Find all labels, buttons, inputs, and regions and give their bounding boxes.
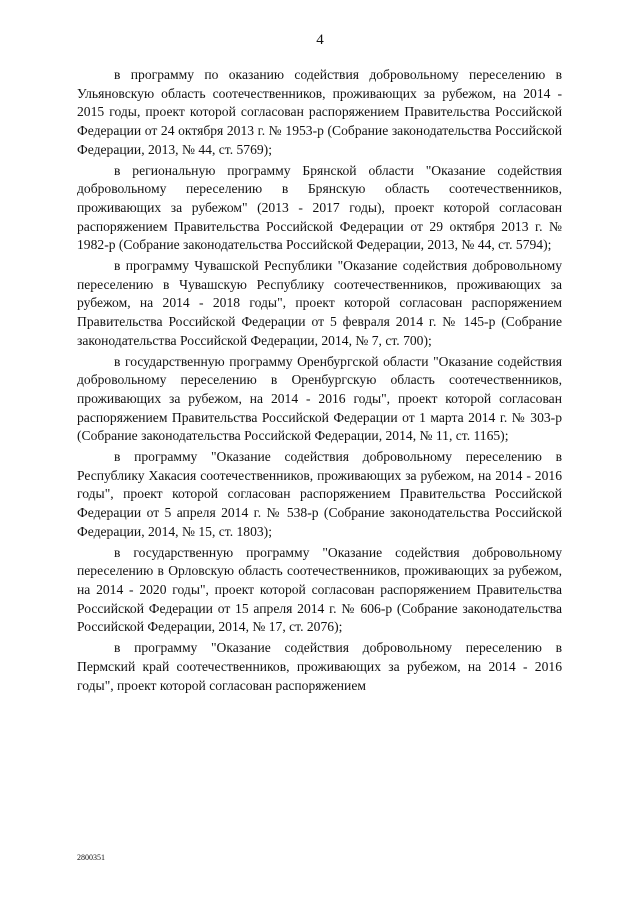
- paragraph-orenburg: в государственную программу Оренбургской области "Оказание содействия добровольному переселению в Оренбургскую область соотечественников, проживающих за рубежом, на 2014 - 2016 годы", проект которой согласован распоряжением Правительства Российской Федерации от 1 марта 2014 г. № 303-р (Собрание законодательства Российской Федерации, 2014, № 11, ст. 1165);: [77, 353, 562, 444]
- paragraph-ulyanovsk: в программу по оказанию содействия добровольному переселению в Ульяновскую область соотечественников, проживающих за рубежом, на 2014 - 2015 годы, проект которой согласован распоряжением Правительства Российской Федерации от 24 октября 2013 г. № 1953-р (Собрание законодательства Российской Федерации, 2013, № 44, ст. 5769);: [77, 67, 562, 157]
- footer-document-code: 2800351: [77, 853, 105, 862]
- document-body: [77, 66, 562, 697]
- paragraph-khakassia: в программу "Оказание содействия добровольному переселению в Республику Хакасия соотечественников, проживающих за рубежом, на 2014 - 2016 годы", проект которой согласован распоряжением Правительства Российской Федерации от 5 апреля 2014 г. № 538-р (Собрание законодательства Российской Федерации, 2014, № 15, ст. 1803);: [77, 449, 562, 539]
- paragraph-bryansk: в региональную программу Брянской области "Оказание содействия добровольному переселению в Брянскую область соотечественников, проживающих за рубежом" (2013 - 2017 годы), проект которой согласован распоряжением Правительства Российской Федерации от 29 октября 2013 г. № 1982-р (Собрание законодательства Российской Федерации, 2013, № 44, ст. 5794);: [77, 162, 562, 253]
- paragraph-perm: в программу "Оказание содействия добровольному переселению в Пермский край соотечественников, проживающих за рубежом, на 2014 - 2016 годы", проект которой согласован распоряжением: [77, 640, 562, 693]
- paragraph-orel: в государственную программу "Оказание содействия добровольному переселению в Орловскую область соотечественников, проживающих за рубежом, на 2014 - 2020 годы", проект которой согласован распоряжением Правительства Российской Федерации от 15 апреля 2014 г. № 606-р (Собрание законодательства Российской Федерации, 2014, № 17, ст. 2076);: [77, 544, 562, 635]
- paragraph-chuvash: в программу Чувашской Республики "Оказание содействия добровольному переселению в Чувашскую Республику соотечественников, проживающих за рубежом, на 2014 - 2018 годы", проект которой согласован распоряжением Правительства Российской Федерации от 5 февраля 2014 г. № 145-р (Собрание законодательства Российской Федерации, 2014, № 7, ст. 700);: [77, 258, 562, 348]
- page-number: 4: [316, 32, 324, 48]
